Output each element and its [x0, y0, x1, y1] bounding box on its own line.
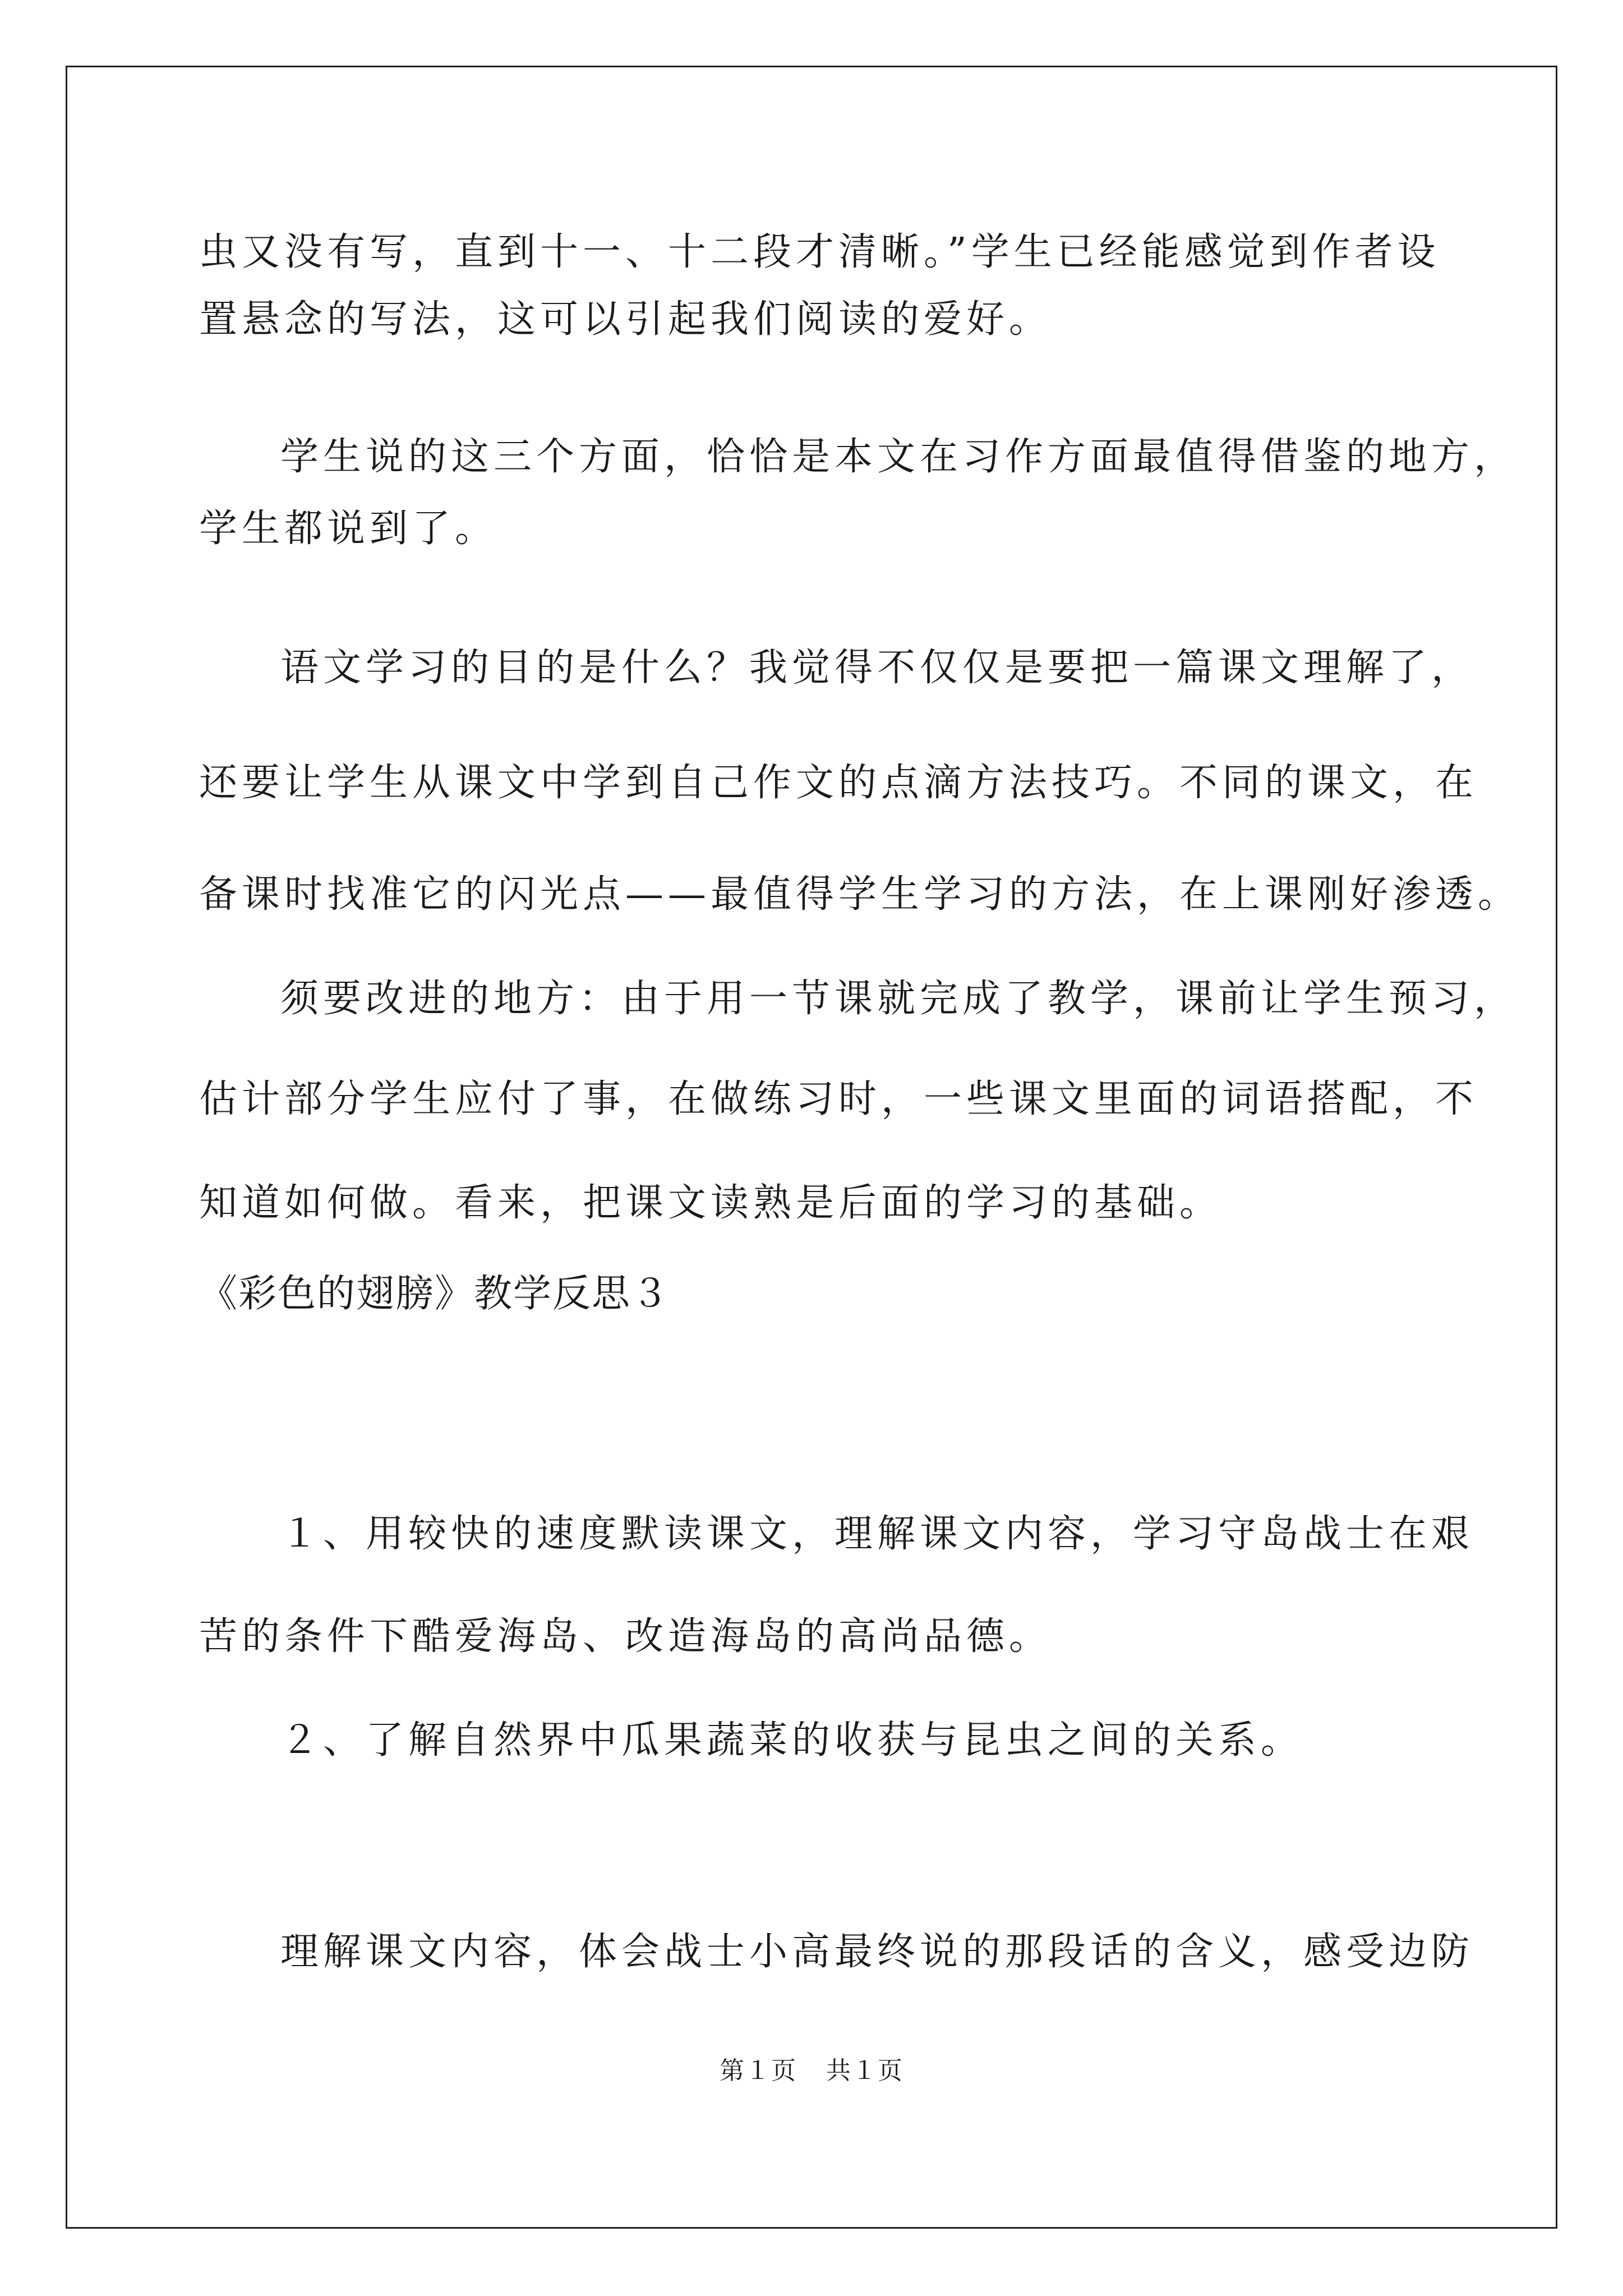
- text-line: 备课时找准它的闪光点——最值得学生学习的方法，在上课刚好渗透。: [199, 872, 1521, 917]
- page-footer: [0, 2054, 1623, 2088]
- text-line: 苦的条件下酷爱海岛、改造海岛的高尚品德。: [199, 1614, 1052, 1659]
- text-line: 须要改进的地方：由于用一节课就完成了教学，课前让学生预习，: [280, 977, 1517, 1021]
- section-title: 《彩色的翅膀》教学反思３: [199, 1272, 671, 1316]
- text-line: 知道如何做。看来，把课文读熟是后面的学习的基础。: [199, 1181, 1223, 1225]
- text-line: 置悬念的写法，这可以引起我们阅读的爱好。: [199, 297, 1052, 342]
- text-line: 虫又没有写，直到十一、十二段才清晰。”学生已经能感觉到作者设: [199, 230, 1440, 274]
- text-line: 学生说的这三个方面，恰恰是本文在习作方面最值得借鉴的地方，: [280, 435, 1517, 479]
- page-border: [66, 66, 1557, 2229]
- text-line: １、用较快的速度默读课文，理解课文内容，学习守岛战士在艰: [280, 1512, 1474, 1556]
- text-line: 学生都说到了。: [199, 507, 498, 551]
- text-line: 还要让学生从课文中学到自己作文的点滴方法技巧。不同的课文，在: [199, 761, 1478, 805]
- page-total: 共１页: [826, 2056, 903, 2085]
- text-line: 语文学习的目的是什么？我觉得不仅仅是要把一篇课文理解了，: [280, 646, 1474, 690]
- text-line: ２、了解自然界中瓜果蔬菜的收获与昆虫之间的关系。: [280, 1718, 1304, 1763]
- text-line: 理解课文内容，体会战士小高最终说的那段话的含义，感受边防: [280, 1930, 1474, 1974]
- page-number: 第１页: [720, 2056, 797, 2085]
- text-line: 估计部分学生应付了事，在做练习时，一些课文里面的词语搭配，不: [199, 1077, 1478, 1121]
